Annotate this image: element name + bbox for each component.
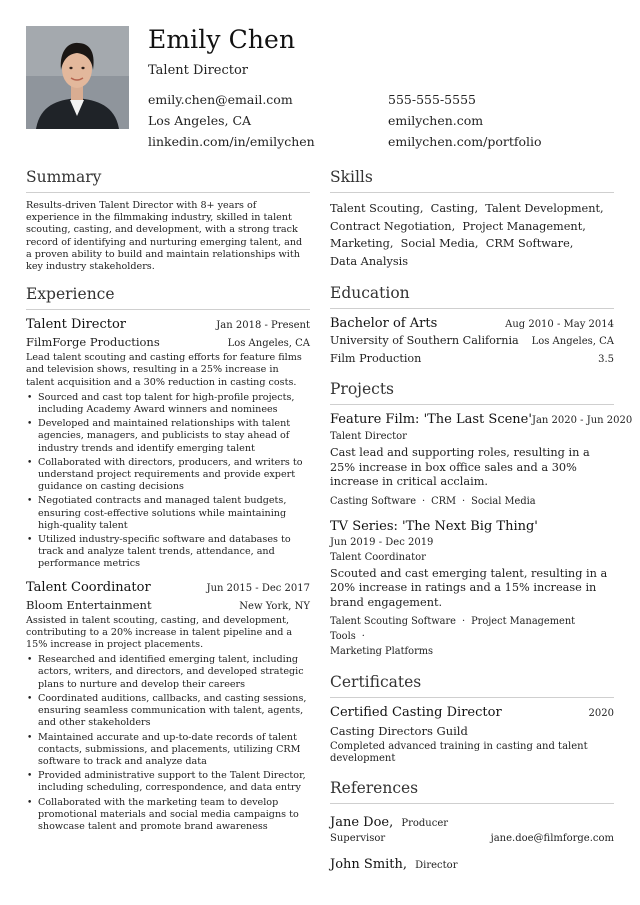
job-dates: Jun 2015 - Dec 2017: [206, 582, 310, 594]
skills-line: Talent Scouting, Casting, Talent Development,: [330, 202, 604, 215]
reference-name: John Smith,: [330, 857, 408, 873]
job-dates: Jan 2018 - Present: [216, 320, 310, 332]
summary-text: Results-driven Talent Director with 8+ years of experience in the filmmaking industry, skilled in talent scouting, casting, and development, with a strong track record of identifying and nurturing emerging talent, and a proven ability to build and maintain relationships with key industry stakeholders.: [26, 200, 303, 273]
certificate-issuer: Casting Directors Guild: [330, 724, 468, 738]
project-tag: Project Management Tools: [330, 616, 576, 642]
job-bullets: [26, 392, 310, 571]
project-entry: [330, 412, 633, 509]
phone-text: 555-555-5555: [388, 92, 476, 107]
education-heading: Education: [330, 284, 614, 309]
job-entry: [26, 317, 310, 570]
projects-section: [330, 380, 633, 659]
reference-role: Producer: [401, 818, 449, 830]
reference-entry: [330, 811, 614, 844]
job-bullet: • Provided administrative support to the Talent Director, including scheduling, correspondence, and data entry: [26, 770, 310, 794]
job-company: Bloom Entertainment: [26, 597, 152, 612]
skills-section: [330, 168, 614, 270]
profile-photo: [26, 26, 129, 129]
reference-relation: Supervisor: [330, 833, 386, 845]
job-bullet: • Coordinated auditions, callbacks, and casting sessions, ensuring seamless communication with talent, agents, and other stakeholders: [26, 693, 310, 730]
tag-separator: ·: [361, 631, 365, 642]
job-bullet: • Utilized industry-specific software and databases to track and analyze talent trends, attendance, and performance metrics: [26, 534, 310, 571]
tag-separator: ·: [461, 616, 466, 627]
tag-separator: ·: [462, 495, 466, 507]
skills-list: [330, 200, 614, 270]
project-dates: Jun 2019 - Dec 2019: [330, 536, 434, 548]
experience-section: [26, 285, 310, 833]
reference-role: Director: [415, 860, 458, 872]
job-bullet: • Maintained accurate and up-to-date records of talent contacts, submissions, and placements, utilizing CRM software to track and analyze data: [26, 732, 310, 769]
experience-heading: Experience: [26, 285, 310, 310]
candidate-name: Emily Chen: [148, 25, 296, 54]
location-text: Los Angeles, CA: [148, 113, 252, 128]
tag-separator: ·: [422, 495, 426, 507]
education-dates: Aug 2010 - May 2014: [505, 319, 614, 330]
project-title: TV Series: 'The Next Big Thing': [330, 518, 538, 534]
job-entry: [26, 580, 310, 833]
education-section: [330, 284, 614, 366]
website-link[interactable]: emilychen.com: [388, 113, 484, 128]
project-role: Talent Coordinator: [330, 551, 426, 563]
job-location: Los Angeles, CA: [227, 338, 310, 350]
linkedin-link[interactable]: linkedin.com/in/emilychen: [148, 134, 315, 149]
job-bullets: [26, 654, 310, 833]
job-location: New York, NY: [239, 600, 310, 612]
job-title: Talent Coordinator: [26, 579, 151, 595]
reference-email[interactable]: jane.doe@filmforge.com: [490, 833, 614, 845]
projects-heading: Projects: [330, 380, 614, 405]
summary-section: [26, 168, 310, 273]
portfolio-link[interactable]: emilychen.com/portfolio: [388, 134, 542, 149]
project-title: Feature Film: 'The Last Scene': [330, 412, 532, 427]
project-tags: [330, 494, 614, 509]
email-link[interactable]: emily.chen@email.com: [148, 92, 293, 107]
references-heading: References: [330, 779, 614, 804]
portrait-image: [26, 26, 129, 129]
job-bullet: • Collaborated with the marketing team to develop promotional materials and social media campaigns to showcase talent and promote brand awareness: [26, 797, 310, 834]
job-bullet: • Developed and maintained relationships with talent agencies, managers, and publicists to stay ahead of industry trends and identify emerging talent: [26, 418, 310, 455]
degree: Bachelor of Arts: [330, 316, 438, 331]
left-column: [26, 168, 310, 835]
project-tags: [330, 614, 614, 659]
summary-heading: Summary: [26, 168, 310, 193]
references-section: [330, 779, 614, 872]
job-description: Lead talent scouting and casting efforts for feature films and television shows, resulting in a 25% increase in talent acquisition and a 30% reduction in casting costs.: [26, 352, 302, 388]
job-title: Talent Director: [26, 317, 127, 333]
certificates-section: [330, 673, 614, 765]
job-company: FilmForge Productions: [26, 335, 160, 350]
project-description: Scouted and cast emerging talent, resulting in a 20% increase in ratings and a 15% increase in brand engagement.: [330, 566, 608, 609]
candidate-title: Talent Director: [148, 63, 249, 78]
project-dates: Jan 2020 - Jun 2020: [531, 415, 633, 426]
project-description: Cast lead and supporting roles, resulting in a 25% increase in box office sales and a 30% increase in critical acclaim.: [330, 446, 590, 488]
school-name: University of Southern California: [330, 334, 519, 347]
project-entry: [330, 519, 614, 660]
certificate-description: Completed advanced training in casting and talent development: [330, 741, 588, 765]
skills-line: Data Analysis: [330, 254, 409, 268]
project-tag: Social Media: [471, 495, 536, 507]
skills-heading: Skills: [330, 168, 614, 193]
certificate-year: 2020: [588, 708, 614, 719]
certificates-heading: Certificates: [330, 673, 614, 698]
project-tag: CRM: [431, 495, 457, 507]
project-tag: Casting Software: [330, 495, 417, 507]
job-bullet: • Researched and identified emerging talent, including actors, writers, and directors, and developed strategic plans to nurture and develop their careers: [26, 654, 310, 691]
job-bullet: • Collaborated with directors, producers, and writers to understand project requirements and provide expert guidance on casting decisions: [26, 457, 310, 494]
reference-name: Jane Doe,: [330, 815, 394, 831]
project-tag: Marketing Platforms: [330, 646, 434, 657]
field-of-study: Film Production: [330, 351, 422, 365]
job-description: Assisted in talent scouting, casting, and development, contributing to a 20% increase in talent pipeline and a 15% increase in project placements.: [26, 614, 293, 651]
school-location: Los Angeles, CA: [531, 336, 614, 347]
reference-entry: [330, 853, 614, 872]
project-role: Talent Director: [330, 431, 407, 442]
certificate-title: Certified Casting Director: [330, 705, 502, 720]
gpa: 3.5: [598, 353, 614, 365]
right-column: [330, 168, 633, 873]
project-tag: Talent Scouting Software: [330, 616, 456, 627]
job-bullet: • Negotiated contracts and managed talent budgets, ensuring cost-effective solutions while maintaining high-quality talent: [26, 495, 310, 532]
skills-line: Contract Negotiation, Project Management,: [330, 219, 586, 233]
job-bullet: • Sourced and cast top talent for high-profile projects, including Academy Award winners and nominees: [26, 392, 310, 416]
skills-line: Marketing, Social Media, CRM Software,: [330, 237, 574, 250]
